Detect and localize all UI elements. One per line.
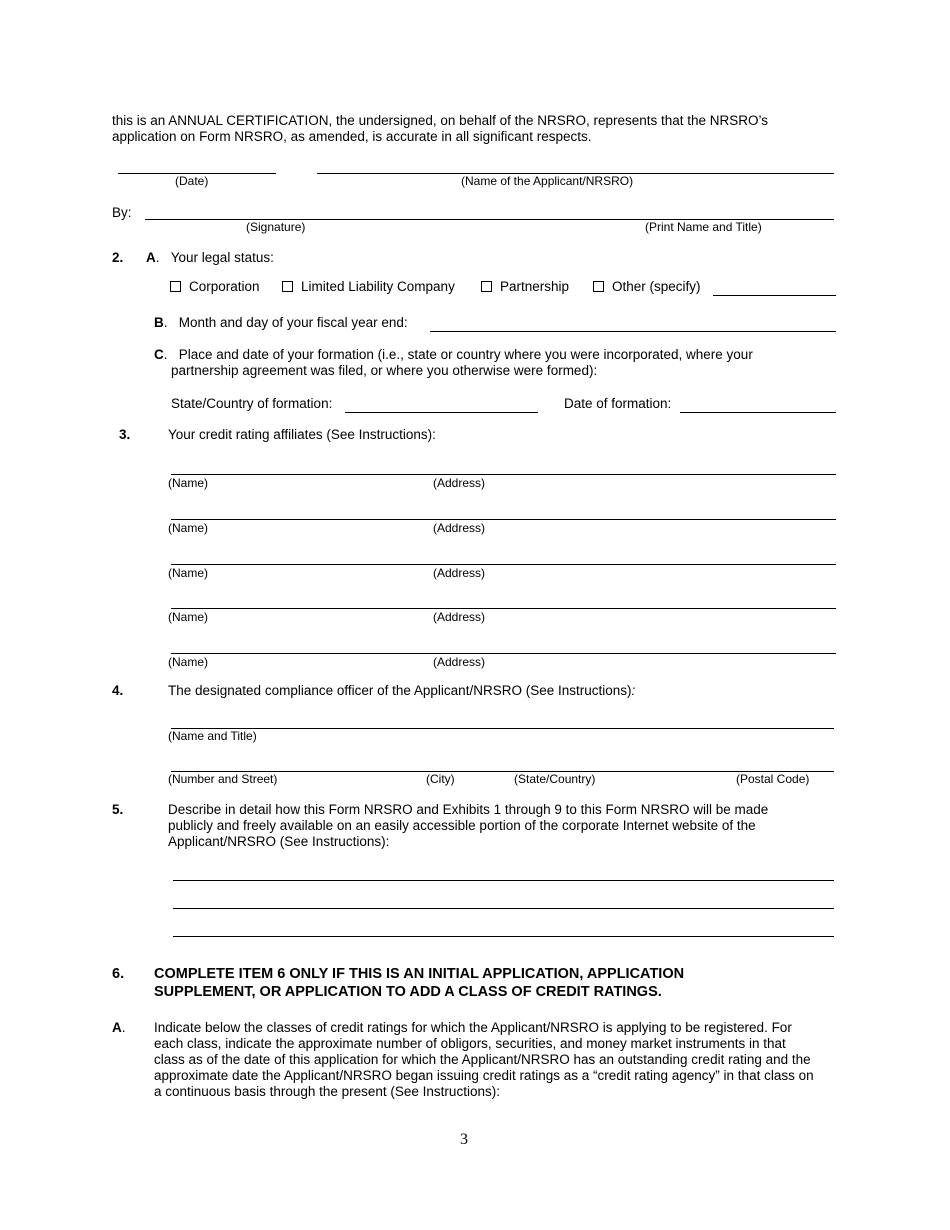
item-6-number: 6. <box>112 966 125 982</box>
page-number: 3 <box>460 1131 468 1148</box>
legal-status-option-other[interactable] <box>593 279 701 295</box>
postal-code-label: (Postal Code) <box>736 772 810 786</box>
affiliate-line-4[interactable] <box>171 608 836 609</box>
affiliate-address-label: (Address) <box>433 521 486 535</box>
item-2b-heading: B. Month and day of your fiscal year end: <box>154 315 408 330</box>
intro-text <box>112 113 768 145</box>
affiliate-name-label: (Name) <box>168 655 209 669</box>
affiliate-address-label: (Address) <box>433 610 486 624</box>
item-5-answer-line-3[interactable] <box>173 936 834 937</box>
affiliate-line-5[interactable] <box>171 653 836 654</box>
item-6-heading <box>154 965 684 1001</box>
item-2c-line-2: partnership agreement was filed, or where you otherwise were formed): <box>171 363 598 378</box>
city-label: (City) <box>426 772 455 786</box>
date-of-formation-label: Date of formation: <box>564 396 672 411</box>
street-label: (Number and Street) <box>168 772 278 786</box>
item-2c-line-1: Place and date of your formation (i.e., state or country where you were incorporated, where your <box>178 347 753 362</box>
item-6a-text <box>154 1020 814 1100</box>
signature-label: (Signature) <box>246 220 306 234</box>
corporation-checkbox[interactable] <box>170 281 181 292</box>
item-5-answer-line-2[interactable] <box>173 908 834 909</box>
applicant-name-label: (Name of the Applicant/NRSRO) <box>461 174 634 188</box>
item-2b-letter: B <box>154 315 164 330</box>
item-6a-line-1: Indicate below the classes of credit ratings for which the Applicant/NRSRO is applying to be registered. For <box>154 1020 792 1035</box>
date-label: (Date) <box>175 174 209 188</box>
item-4-heading <box>168 683 635 699</box>
name-and-title-label: (Name and Title) <box>168 729 257 743</box>
legal-status-option-corporation[interactable] <box>170 279 260 295</box>
fiscal-year-end-field[interactable] <box>430 315 836 332</box>
other-specify-field[interactable] <box>713 279 836 296</box>
item-6-heading-line-2: SUPPLEMENT, OR APPLICATION TO ADD A CLASS OF CREDIT RATINGS. <box>154 984 662 1000</box>
item-3-number: 3. <box>119 427 131 442</box>
other-checkbox[interactable] <box>593 281 604 292</box>
affiliate-name-label: (Name) <box>168 566 209 580</box>
item-4-number: 4. <box>112 683 124 698</box>
partnership-checkbox[interactable] <box>481 281 492 292</box>
affiliate-address-label: (Address) <box>433 566 486 580</box>
item-2c-line-1-block: C. Place and date of your formation (i.e., state or country where you were incorporated, where your <box>154 347 753 362</box>
affiliate-line-2[interactable] <box>171 519 836 520</box>
item-6a-line-2: each class, indicate the approximate number of obligors, securities, and money market instruments in that <box>154 1036 786 1051</box>
affiliate-name-label: (Name) <box>168 521 209 535</box>
legal-status-option-partnership[interactable] <box>481 279 569 295</box>
item-5-answer-line-1[interactable] <box>173 880 834 881</box>
affiliate-address-label: (Address) <box>433 476 486 490</box>
item-2a-letter: A <box>146 250 156 265</box>
item-6a-line-5: a continuous basis through the present (See Instructions): <box>154 1084 500 1099</box>
intro-line-1: this is an ANNUAL CERTIFICATION, the undersigned, on behalf of the NRSRO, represents that the NRSRO’s <box>112 113 769 128</box>
item-4-text: The designated compliance officer of the Applicant/NRSRO (See Instructions) <box>168 683 632 698</box>
affiliate-line-1[interactable] <box>171 474 836 475</box>
item-5-line-1: Describe in detail how this Form NRSRO and Exhibits 1 through 9 to this Form NRSRO will be made <box>168 802 769 817</box>
item-6a-label: A. <box>112 1020 126 1035</box>
item-5-line-3: Applicant/NRSRO (See Instructions): <box>168 834 390 849</box>
partnership-label: Partnership <box>500 279 570 294</box>
other-label: Other (specify) <box>612 279 701 294</box>
affiliate-name-label: (Name) <box>168 610 209 624</box>
item-3-text: Your credit rating affiliates (See Instructions): <box>168 427 436 442</box>
affiliate-name-label: (Name) <box>168 476 209 490</box>
item-5-line-2: publicly and freely available on an easily accessible portion of the corporate Internet website of the <box>168 818 756 833</box>
affiliate-address-label: (Address) <box>433 655 486 669</box>
item-6a-letter: A <box>112 1020 122 1035</box>
item-4-colon: : <box>631 683 636 698</box>
intro-line-2: application on Form NRSRO, as amended, is accurate in all significant respects. <box>112 129 592 144</box>
print-name-label: (Print Name and Title) <box>645 220 762 234</box>
item-2c-letter: C <box>154 347 164 362</box>
item-5-number: 5. <box>112 802 124 817</box>
state-of-formation-field[interactable] <box>345 396 538 413</box>
llc-checkbox[interactable] <box>282 281 293 292</box>
by-label: By: <box>112 205 132 220</box>
item-2b-text: Month and day of your fiscal year end: <box>178 315 408 330</box>
state-of-formation-label: State/Country of formation: <box>171 396 333 411</box>
affiliate-line-3[interactable] <box>171 564 836 565</box>
date-of-formation-field[interactable] <box>680 396 836 413</box>
item-6a-line-3: class as of the date of this application for which the Applicant/NRSRO has an outstanding credit rating and the <box>154 1052 811 1067</box>
state-country-label: (State/Country) <box>514 772 596 786</box>
item-6-heading-line-1: COMPLETE ITEM 6 ONLY IF THIS IS AN INITIAL APPLICATION, APPLICATION <box>154 966 685 982</box>
item-2a-heading: A. Your legal status: <box>146 250 274 265</box>
item-2a-text: Your legal status: <box>170 250 274 265</box>
item-6a-line-4: approximate date the Applicant/NRSRO began issuing credit ratings as a “credit rating agency” in that class on <box>154 1068 814 1083</box>
legal-status-option-llc[interactable] <box>282 279 455 295</box>
llc-label: Limited Liability Company <box>301 279 455 294</box>
corporation-label: Corporation <box>189 279 260 294</box>
item-2-number: 2. <box>112 250 124 265</box>
compliance-officer-name-line[interactable] <box>171 728 834 729</box>
item-5-text <box>168 802 768 850</box>
